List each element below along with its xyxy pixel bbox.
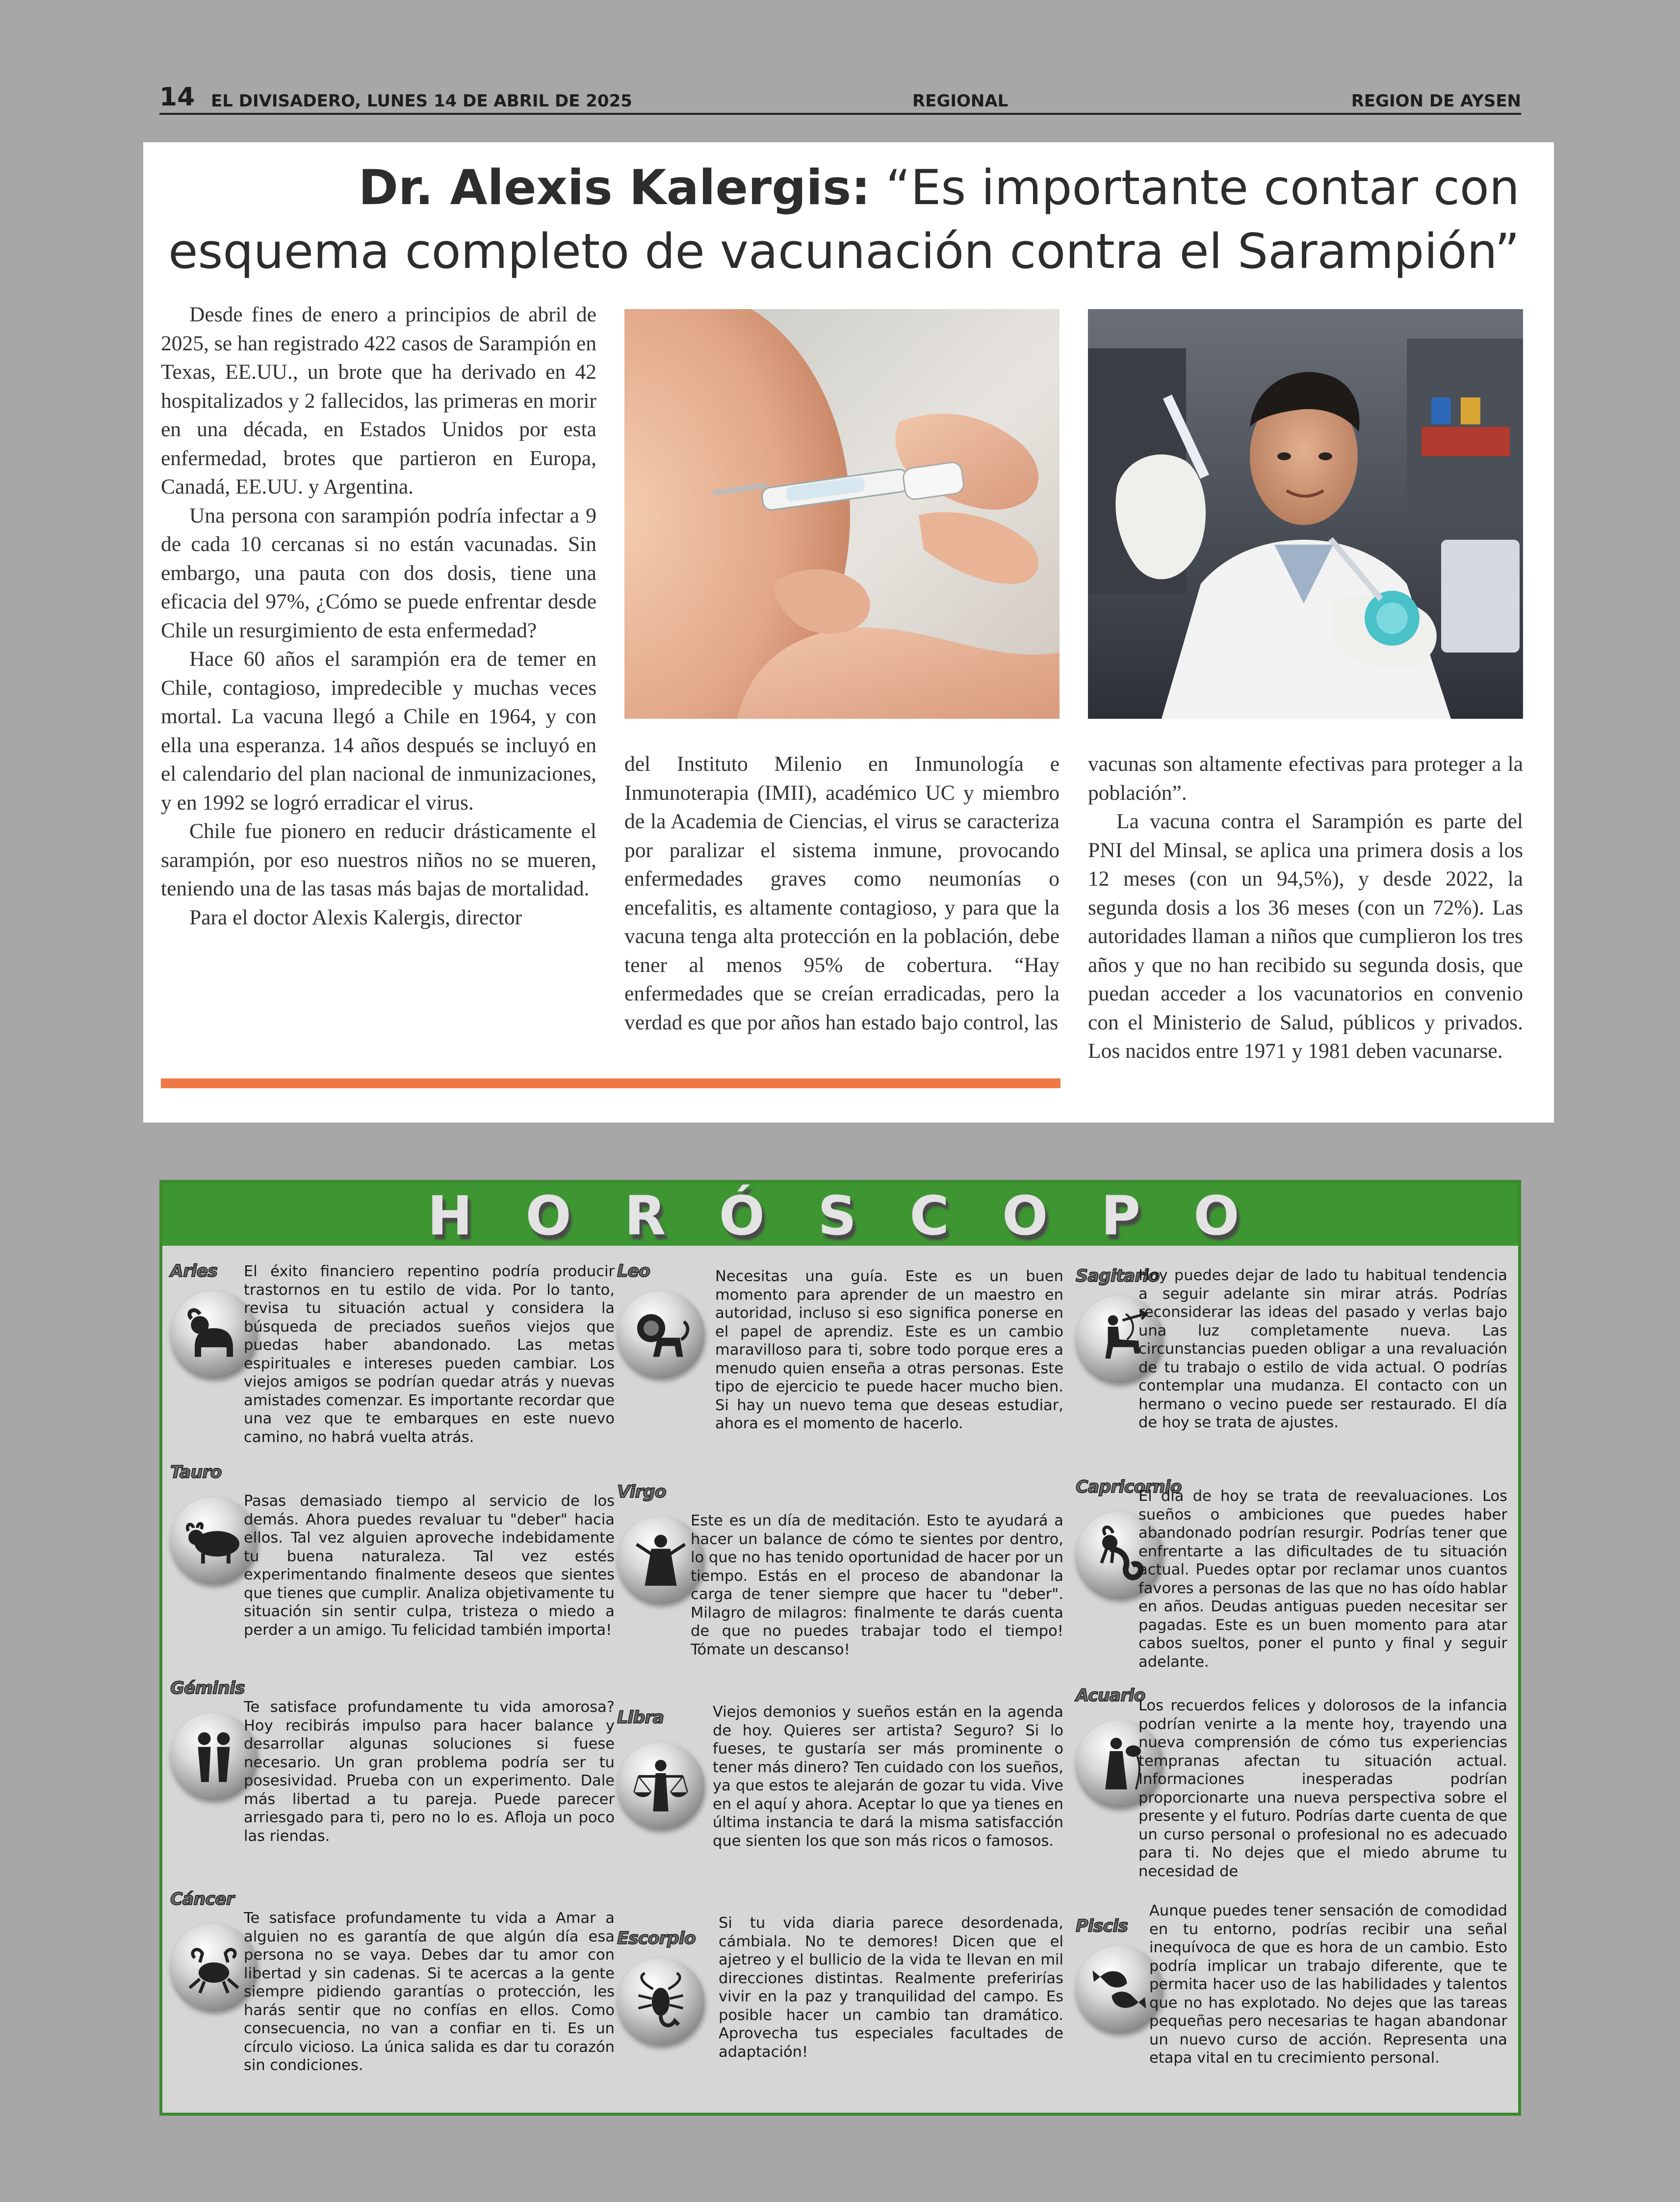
sign-text: Hoy puedes dejar de lado tu habitual tendencia a seguir adelante sin mirar atrás. Podrías reconsiderar las ideas del pasado y verlas bajo una luz completamente nueva. Las circunstancias pueden obligar a una revaluación de tu trabajo o estilo de vida actual. O podrías contemplar una mudanza. El contacto con un hermano o vecino puede ser restaurado. El día de hoy se trata de ajustes. <box>1138 1267 1507 1431</box>
sign-escorpio <box>617 1904 1063 2110</box>
paragraph: Hace 60 años el sarampión era de temer en Chile, contagioso, impredecible y muchas veces mortal. La vacuna llegó a Chile en 1964, y con ella una esperanza. 14 años después se incluyó en el calendario del plan nacional de inmunizaciones, y en 1992 se logró erradicar el virus. <box>161 647 596 814</box>
paragraph: Para el doctor Alexis Kalergis, director <box>189 905 522 929</box>
leo-icon <box>617 1291 704 1378</box>
headline-quote-1: “Es importante contar con <box>885 160 1520 216</box>
libra-icon <box>617 1742 704 1830</box>
sign-label: Piscis <box>1076 1916 1128 1936</box>
article-column-2 <box>624 750 1060 1037</box>
sign-label: Sagitario <box>1076 1266 1160 1286</box>
headline-line-2: esquema completo de vacunación contra el Sarampión” <box>168 224 1520 280</box>
publication-date: EL DIVISADERO, LUNES 14 DE ABRIL DE 2025 <box>211 91 632 111</box>
paragraph: Desde fines de enero a principios de abril de 2025, se han registrado 422 casos de Sarampión en Texas, EE.UU., un brote que ha derivado en 42 hospitalizados y 2 fallecidos, las primeras en morir en una década, en Estados Unidos por esta enfermedad, brotes que partieron en Europa, Canadá, EE.UU. y Argentina. <box>161 303 596 498</box>
sign-cancer <box>170 1889 615 2115</box>
horoscope-title: HORÓSCOPO <box>427 1184 1292 1247</box>
headline-name: Dr. Alexis Kalergis: <box>358 160 871 216</box>
page-number: 14 <box>159 82 195 112</box>
doctor-photo <box>1088 309 1523 719</box>
sign-label: Géminis <box>170 1678 245 1698</box>
sign-label: Acuario <box>1076 1686 1145 1705</box>
article <box>143 142 1554 1123</box>
sign-label: Leo <box>617 1261 650 1281</box>
sign-text: El éxito financiero repentino podría producir trastornos en tu estilo de vida. Por lo tanto, revisa tu situación actual y considera la búsqueda de preciados sueños viejos que puedas haber abandonado. Las metas espirituales e intereses pueden cambiar. Los viejos amigos se podrían quedar atrás y nuevas amistades comenzar. Es importante recordar que una vez que te embarques en este nuevo camino, no habrá vuelta atrás. <box>244 1263 615 1446</box>
sign-virgo <box>617 1482 1063 1688</box>
article-column-3 <box>1088 750 1523 1066</box>
sign-geminis <box>170 1678 615 1885</box>
vaccination-photo <box>624 309 1060 719</box>
headline <box>161 156 1520 284</box>
sign-piscis <box>1076 1902 1507 2113</box>
section-name: REGIONAL <box>912 91 1008 111</box>
article-column-1 <box>161 300 596 932</box>
sign-label: Tauro <box>170 1463 222 1482</box>
sign-text: Necesitas una guía. Este es un buen momento para aprender de un maestro en autoridad, incluso si eso significa ponerse en el papel de aprendiz. Este es un cambio maravilloso para ti, sobre todo porque eres a menudo quien enseña a otras personas. Este tipo de ejercicio te puede hacer mucho bien. Si hay un nuevo tema que deseas estudiar, ahora es el momento de hacerlo. <box>715 1268 1063 1432</box>
sign-text: Los recuerdos felices y dolorosos de la infancia podrían venirte a la mente hoy, trayendo una nueva comprensión de cómo tus experiencias tempranas afectan tu situación actual. Informaciones inesperadas podrían proporcionarte una nueva perspectiva sobre el presente y el futuro. Podrías darte cuenta de que un curso personal o profesional no es adecuado para ti. No dejes que el miedo abrume tu necesidad de <box>1138 1697 1507 1880</box>
sign-text: Viejos demonios y sueños están en la agenda de hoy. Quieres ser artista? Seguro? Si lo fueses, te gustaría ser más prominente o tener más dinero? Ten cuidado con los sueños, ya que estos te alejarán de gozar tu vida. Vive en el aquí y ahora. Aceptar lo que ya tienes en última instancia te dará la misma satisfacción que sienten los que son más ricos o famosos. <box>713 1704 1063 1850</box>
paragraph: Una persona con sarampión podría infectar a 9 de cada 10 cercanas si no están vacunadas. Sin embargo, una pauta con dos dosis, tiene una eficacia del 97%, ¿Cómo se puede enfrentar desde Chile un resurgimiento de esta enfermedad? <box>161 503 596 642</box>
sign-text: Este es un día de meditación. Esto te ayudará a hacer un balance de cómo te sientes por dentro, lo que no has tenido oportunidad de hacer por un tiempo. Estás en el proceso de abandonar la carga de tener siempre que hacer tu "deber". Milagro de milagros: finalmente te darás cuenta de que no puedes trabajar todo el tiempo! Tómate un descanso! <box>691 1512 1063 1658</box>
sign-label: Cáncer <box>170 1889 234 1909</box>
sign-label: Escorpio <box>617 1929 696 1948</box>
page-header <box>159 82 1521 115</box>
sign-text: Pasas demasiado tiempo al servicio de los demás. Ahora puedes revaluar tu "deber" hacia ellos. Tal vez alguien aproveche indebidamente tu buena naturaleza. Tal vez estés experimentando finalmente deseos que sientes que tienes que cumplir. Analiza objetivamente tu situación sin sentir culpa, tristeza o miedo a perder a un amigo. Tu felicidad también importa! <box>244 1493 615 1639</box>
horoscope-section <box>159 1180 1521 2116</box>
sign-acuario <box>1076 1686 1507 1897</box>
sign-label: Libra <box>617 1708 664 1728</box>
sign-leo <box>617 1261 1063 1477</box>
sign-label: Virgo <box>617 1482 666 1502</box>
sign-tauro <box>170 1463 615 1674</box>
region-name: REGION DE AYSEN <box>1351 91 1521 111</box>
sign-libra <box>617 1693 1063 1899</box>
sign-text: Te satisface profundamente tu vida a Amar a alguien no es garantía de que algún día esa persona no se vaya. Debes dar tu amor con libertad y sin cadenas. Si te acercas a la gente siempre pidiendo garantías o protección, les harás sentir que no confías en ellos. Como consecuencia, no van a confiar en ti. Es un círculo vicioso. La única salida es dar tu corazón sin condiciones. <box>244 1910 615 2074</box>
sign-aries <box>170 1261 615 1468</box>
paragraph: Chile fue pionero en reducir drásticamente el sarampión, por eso nuestros niños no se mueren, teniendo una de las tasas más bajas de mortalidad. <box>161 819 596 900</box>
paragraph: La vacuna contra el Sarampión es parte del PNI del Minsal, se aplica una primera dosis a los 12 meses (con un 94,5%), y desde 2022, la segunda dosis a los 36 meses (con un 72%). Las autoridades llaman a niños que cumplieron los tres años y que no han recibido su segunda dosis, que puedan acceder a los vacunatorios en convenio con el Ministerio de Salud, públicos y privados. Los nacidos entre 1971 y 1981 deben vacunarse. <box>1088 810 1523 1063</box>
headline-line-1 <box>161 156 1520 220</box>
sign-label: Aries <box>170 1261 217 1281</box>
paragraph: vacunas son altamente efectivas para proteger a la población”. <box>1088 752 1523 805</box>
sign-text: Si tu vida diaria parece desordenada, cámbiala. No te demores! Dicen que el ajetreo y el bullicio de la vida te llevan en mil direcciones distintas. Realmente preferirías vivir en la paz y tranquilidad del campo. Es posible hacer un cambio tan dramático. Aprovecha tus especiales facultades de adaptación! <box>719 1914 1063 2061</box>
paragraph: del Instituto Milenio en Inmunología e Inmunoterapia (IMII), académico UC y miembro de la Academia de Ciencias, el virus se caracteriza por paralizar el sistema inmune, provocando enfermedades graves como neumonías o encefalitis, es altamente contagioso, y para que la vacuna tenga alta protección en la población, debe tener al menos 95% de cobertura. “Hay enfermedades que se creían erradicadas, pero la verdad es que por años han estado bajo control, las <box>624 752 1060 1034</box>
sign-sagitario <box>1076 1266 1507 1477</box>
sign-text: Te satisface profundamente tu vida amorosa? Hoy recibirás impulso para hacer balance y desarrollar algunas soluciones si fuese necesario. Un gran problema podría ser tu posesividad. Prueba con un experimento. Dale más libertad a tu pareja. Puede parecer arriesgado para ti, pero no lo es. Afloja un poco las riendas. <box>244 1699 615 1845</box>
orange-divider <box>161 1078 1060 1088</box>
sign-label: Capricornio <box>1076 1477 1182 1497</box>
scorpio-icon <box>617 1958 704 2045</box>
sign-text: El día de hoy se trata de reevaluaciones. Los sueños o ambiciones que puedes haber abandonado podrían resurgir. Podrías tener que enfrentarte a las dificultades de tu situación actual. Puedes optar por reclamar unos cuantos favores a personas de las que no has oído hablar en años. Deudas antiguas pueden necesitar ser pagadas. Este es un buen momento para atar cabos sueltos, poner el punto y final y seguir adelante. <box>1138 1488 1507 1671</box>
sign-capricornio <box>1076 1477 1507 1693</box>
sign-text: Aunque puedes tener sensación de comodidad en tu entorno, podrías recibir una señal inequívoca de que es hora de un cambio. Esto podría implicar un trabajo diferente, que te permita hacer uso de las habilidades y talentos que no has explotado. No dejes que las tareas pequeñas pero necesarias te hagan abandonar un nuevo curso de acción. Representa una etapa vital en tu crecimiento personal. <box>1149 1902 1507 2067</box>
